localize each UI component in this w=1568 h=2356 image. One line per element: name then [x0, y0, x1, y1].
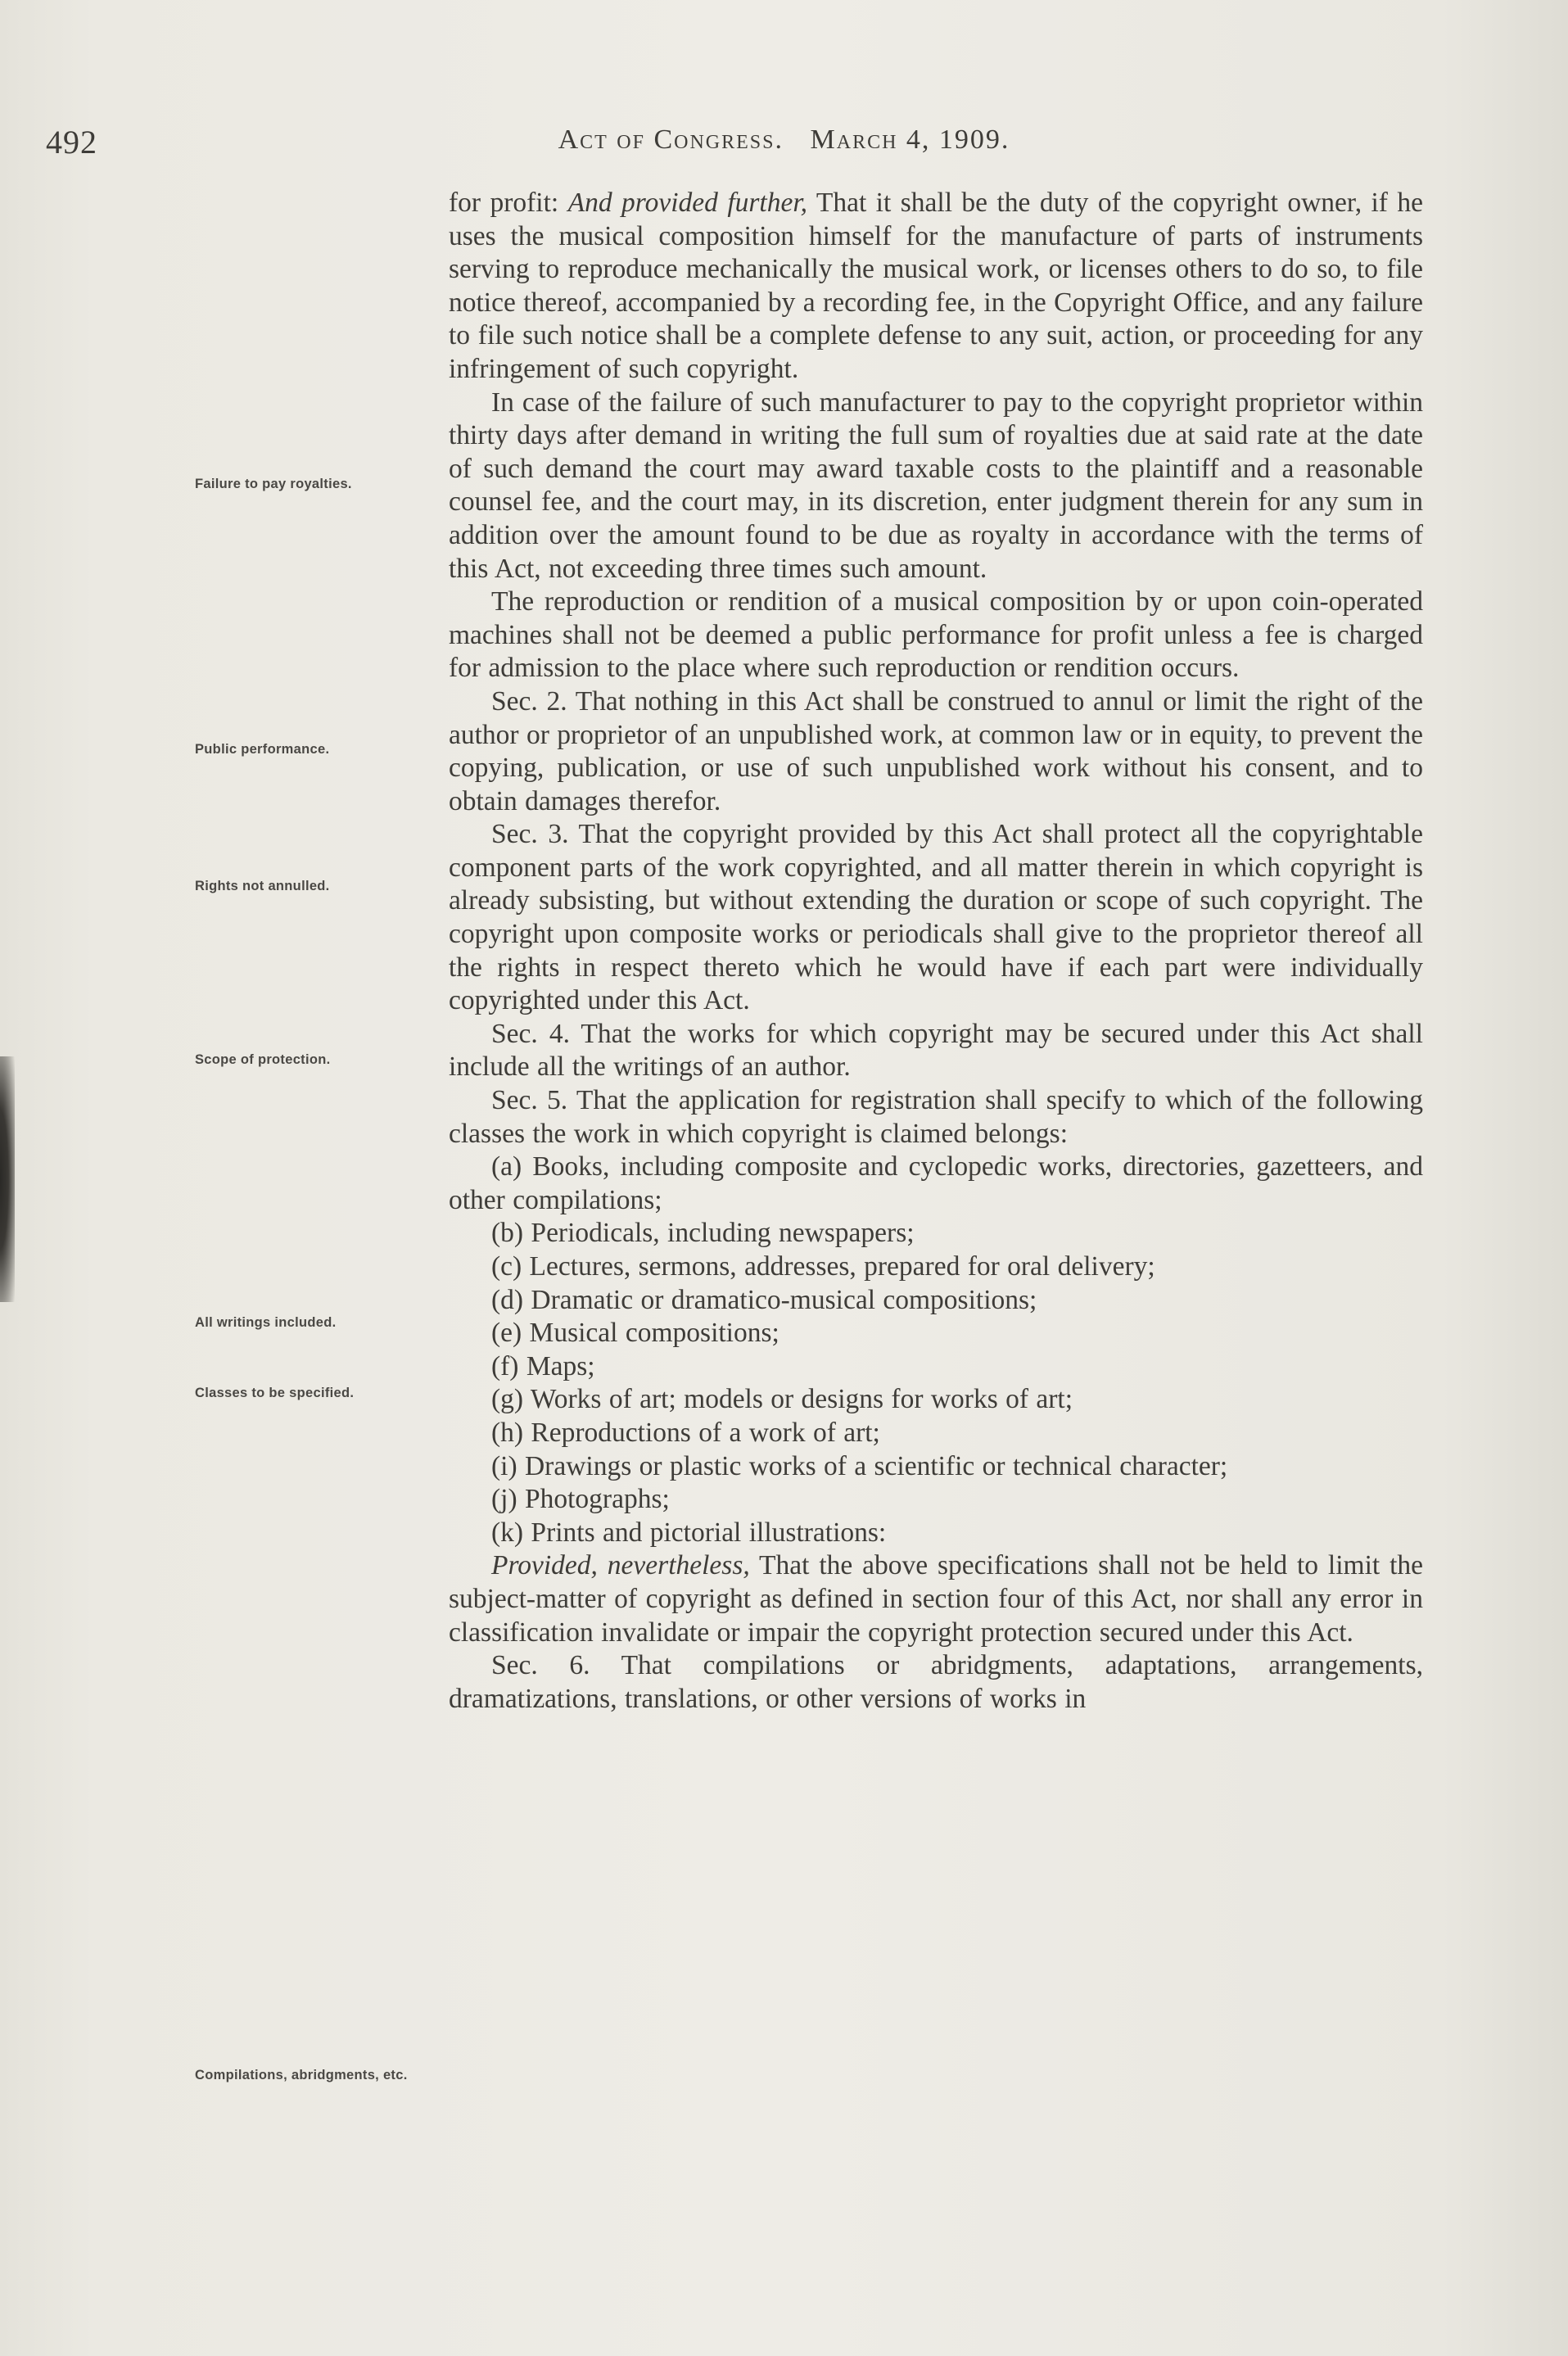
text-run: That it shall be the duty of the copyright owner, if he uses the musical composition himself for the manufacture of parts of instruments serving to reproduce mechanically the musical work, or licenses others to do so, to file notice thereof, accompanied by a recording fee, in the Copyright Office, and any failure to file such notice shall be a complete defense to any suit, action, or proceeding for any infringement of such copyright. [449, 188, 1424, 384]
running-head [0, 124, 1568, 156]
page-number: 492 [46, 124, 97, 161]
paragraph-public-performance: The reproduction or rendition of a musical composition by or upon coin-operated machines shall not be deemed a public performance for profit unless a fee is charged for admission to the place where such reproduction or rendition occurs. [449, 586, 1423, 684]
paragraph-proviso [449, 187, 1423, 387]
margin-note-compilations: Compilations, abridgments, etc. [195, 2068, 408, 2082]
body-text [449, 187, 1423, 1716]
class-item-e: (e) Musical compositions; [491, 1318, 779, 1349]
class-item-k: (k) Prints and pictorial illustrations: [491, 1517, 887, 1548]
margin-note-failure-to-pay: Failure to pay royalties. [195, 477, 352, 491]
margin-note-rights-not-annulled: Rights not annulled. [195, 879, 330, 893]
class-item-c: (c) Lectures, sermons, addresses, prepared for oral delivery; [491, 1251, 1155, 1282]
paragraph-failure-to-pay: In case of the failure of such manufacturer to pay to the copyright proprietor within thirty days after demand in writing the full sum of royalties due at said rate at the date of such demand the court may award taxable costs to the plaintiff and a reasonable counsel fee, and the court may, in its discretion, enter judgment therein for any sum in addition over the amount found to be due as royalty in accordance with the terms of this Act, not exceeding three times such amount. [449, 387, 1423, 584]
italic-run: And provided further, [567, 188, 808, 218]
paragraph-sec-5: Sec. 5. That the application for registration shall specify to which of the following classes the work in which copyright is claimed belongs: [449, 1085, 1423, 1149]
margin-note-scope-of-protection: Scope of protection. [195, 1052, 331, 1067]
margin-note-classes-specified: Classes to be specified. [195, 1386, 355, 1400]
class-item-f: (f) Maps; [491, 1350, 595, 1381]
paragraph-sec-2: Sec. 2. That nothing in this Act shall be construed to annul or limit the right of the author or proprietor of an unpublished work, at common law or in equity, to prevent the copying, publication, or use of such unpublished work without his consent, and to obtain damages therefor. [449, 685, 1423, 816]
text-run: for profit: [449, 188, 568, 218]
running-head-date: March 4, 1909. [810, 124, 1010, 155]
class-item-h: (h) Reproductions of a work of art; [491, 1417, 880, 1448]
paragraph-sec-6: Sec. 6. That compilations or abridgments, adaptations, arrangements, dramatizations, translations, or other versions of works in [449, 1650, 1423, 1714]
class-item-g: (g) Works of art; models or designs for works of art; [491, 1384, 1073, 1415]
paragraph-provided-nevertheless [449, 1549, 1423, 1649]
binding-shadow [0, 1056, 15, 1302]
page-header [0, 123, 1568, 172]
text-run: That the above specifications shall not be held to limit the subject-matter of copyright as defined in section four of this Act, nor shall any error in classification invalidate or impair the copyright protection secured under this Act. [449, 1550, 1424, 1648]
paragraph-sec-4: Sec. 4. That the works for which copyright may be secured under this Act shall include all the writings of an author. [449, 1018, 1423, 1083]
class-item-i: (i) Drawings or plastic works of a scientific or technical character; [491, 1450, 1228, 1481]
paragraph-sec-3: Sec. 3. That the copyright provided by this Act shall protect all the copyrightable component parts of the work copyrighted, and all matter therein in which copyright is already subsisting, but without extending the duration or scope of such copyright. The copyright upon composite works or periodicals shall give to the proprietor thereof all the rights in respect thereto which he would have if each part were individually copyrighted under this Act. [449, 819, 1423, 1016]
class-item-j: (j) Photographs; [491, 1484, 670, 1515]
running-head-title: Act of Congress. [558, 124, 784, 155]
margin-note-all-writings: All writings included. [195, 1315, 337, 1330]
margin-note-public-performance: Public performance. [195, 742, 330, 757]
class-item-a: (a) Books, including composite and cyclopedic works, directories, gazetteers, and other compilations; [449, 1151, 1423, 1215]
italic-run: Provided, nevertheless, [491, 1550, 750, 1581]
class-item-b: (b) Periodicals, including newspapers; [491, 1218, 915, 1249]
class-item-d: (d) Dramatic or dramatico-musical compositions; [491, 1284, 1037, 1315]
